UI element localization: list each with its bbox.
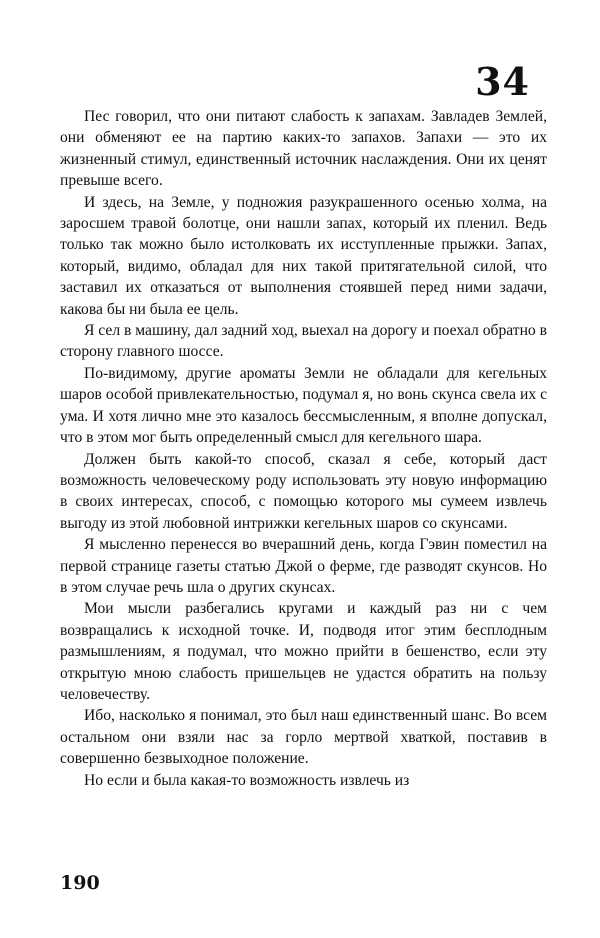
paragraph-3: Я сел в машину, дал задний ход, выехал на дорогу и поехал обратно в сторону главного шоссе.	[60, 322, 547, 361]
paragraph-7: Мои мысли разбегались кругами и каждый раз ни с чем возвращались к исходной точке. И, подводя итог этим бесплодным размышлениям, я подумал, что можно прийти в бешенство, если эту открытую мною слабость пришельцев не удастся обратить на пользу человечеству.	[60, 600, 547, 703]
paragraph-4: По-видимому, другие ароматы Земли не обладали для кегельных шаров особой привлекательностью, подумал я, но вонь скунса свела их с ума. И хотя лично мне это казалось бессмысленным, я вполне допускал, что в этом мог быть определенный смысл для кегельного шара.	[60, 364, 547, 447]
body-text	[60, 106, 547, 791]
paragraph-5: Должен быть какой-то способ, сказал я себе, который даст возможность человеческому роду использовать эту новую информацию в своих интересах, способ, с помощью которого мы сумеем извлечь выгоду из этой любовной интрижки кегельных шаров со скунсами.	[60, 450, 547, 532]
paragraph-8: Ибо, насколько я понимал, это был наш единственный шанс. Во всем остальном они взяли нас за горло мертвой хваткой, поставив в совершенно безвыходное положение.	[60, 707, 547, 768]
paragraph-9: Но если и была какая-то возможность извлечь из	[84, 771, 410, 789]
paragraph-2: И здесь, на Земле, у подножия разукрашенного осенью холма, на заросшем травой болотце, они нашли запах, который их пленил. Ведь только так можно было истолковать их исступленные прыжки. Запах, который, видимо, обладал для них такой притягательной силой, что заставил их отказаться от выполнения стоявшей перед ними задачи, какова бы ни была ее цель.	[60, 193, 547, 318]
paragraph-1: Пес говорил, что они питают слабость к запахам. Завладев Землей, они обменяют ее на партию каких-то запахов. Запахи — это их жизненный стимул, единственный источник наслаждения. Они их ценят превыше всего.	[60, 108, 547, 190]
chapter-number: 34	[475, 59, 530, 104]
paragraph-6: Я мысленно перенесся во вчерашний день, когда Гэвин поместил на первой странице газеты статью Джой о ферме, где разводят скунсов. Но в этом случае речь шла о других скунсах.	[60, 536, 547, 596]
page-number: 190	[60, 872, 100, 894]
